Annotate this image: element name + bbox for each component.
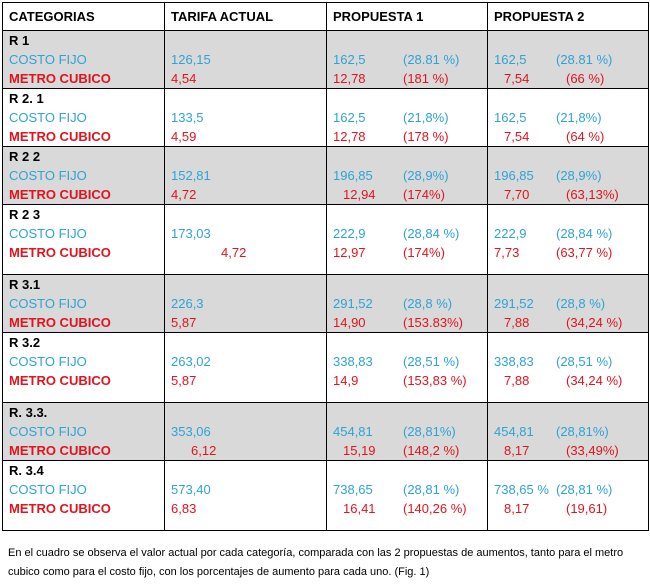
fixed-cost-actual <box>165 166 327 185</box>
fixed-cost-p1-value: 291,52 <box>333 296 373 311</box>
fixed-cost-actual-value: 353,06 <box>171 424 211 439</box>
fixed-cost-label: COSTO FIJO <box>3 166 165 185</box>
fixed-cost-actual <box>165 352 327 371</box>
category-name: R 2 2 <box>3 147 165 167</box>
fixed-cost-p2-percent: (28.81 %) <box>556 52 613 67</box>
fixed-cost-actual-value: 263,02 <box>171 354 211 369</box>
meter-cost-label: METRO CUBICO <box>3 127 165 147</box>
fixed-cost-p1-value: 222,9 <box>333 226 366 241</box>
fixed-cost-p1 <box>327 352 488 371</box>
meter-cost-p2-percent: (19,61) <box>566 501 608 516</box>
empty-cell <box>165 147 327 167</box>
meter-cost-p2-value: 8,17 <box>504 443 530 458</box>
fixed-cost-p2 <box>488 422 649 441</box>
meter-cost-row <box>3 243 649 262</box>
fixed-cost-p2-value: 291,52 <box>494 296 534 311</box>
header-categorias: CATEGORIAS <box>3 3 165 31</box>
meter-cost-actual-value: 5,87 <box>171 315 197 330</box>
header-propuesta-1: PROPUESTA 1 <box>327 3 488 31</box>
meter-cost-actual <box>165 499 327 518</box>
meter-cost-p2 <box>488 127 649 147</box>
fixed-cost-p2-percent: (28,51 %) <box>556 354 613 369</box>
fixed-cost-row <box>3 352 649 371</box>
fixed-cost-p1-value: 738,65 <box>333 482 373 497</box>
fixed-cost-p1 <box>327 294 488 313</box>
empty-cell <box>327 518 488 531</box>
meter-cost-actual-value: 5,87 <box>171 373 197 388</box>
empty-cell <box>3 262 165 275</box>
fixed-cost-actual <box>165 294 327 313</box>
category-name: R 2 3 <box>3 205 165 225</box>
fixed-cost-p2-value: 454,81 <box>494 424 534 439</box>
meter-cost-row <box>3 313 649 333</box>
meter-cost-p1 <box>327 371 488 390</box>
fixed-cost-p1 <box>327 480 488 499</box>
meter-cost-p2 <box>488 499 649 518</box>
fixed-cost-p2-percent: (28,84 %) <box>556 226 613 241</box>
category-row <box>3 147 649 167</box>
category-name: R 3.1 <box>3 275 165 295</box>
meter-cost-label: METRO CUBICO <box>3 499 165 518</box>
meter-cost-p1 <box>327 441 488 461</box>
meter-cost-p1-percent: (140,26 %) <box>403 501 467 516</box>
category-name: R 1 <box>3 31 165 51</box>
meter-cost-p1-percent: (178 %) <box>403 129 449 144</box>
fixed-cost-actual-value: 126,15 <box>171 52 211 67</box>
meter-cost-row <box>3 499 649 518</box>
meter-cost-actual-value: 4,72 <box>221 245 247 260</box>
empty-cell <box>488 390 649 403</box>
fixed-cost-p1-value: 338,83 <box>333 354 373 369</box>
category-row <box>3 31 649 51</box>
meter-cost-p2 <box>488 371 649 390</box>
fixed-cost-actual-value: 133,5 <box>171 110 204 125</box>
empty-cell <box>327 275 488 295</box>
meter-cost-p2-value: 7,88 <box>504 315 530 330</box>
meter-cost-p2-percent: (66 %) <box>566 71 605 86</box>
meter-cost-p2-value: 7,54 <box>504 71 530 86</box>
meter-cost-p1-percent: (153.83%) <box>403 315 463 330</box>
category-name: R. 3.3. <box>3 403 165 423</box>
spacer-row <box>3 262 649 275</box>
fixed-cost-p2-percent: (21,8%) <box>556 110 602 125</box>
figure-caption: En el cuadro se observa el valor actual por cada categoría, comparada con las 2 propuestas de aumentos, tanto para el metro cubico como para el costo fijo, con los porcentajes de aumento para cada uno. (Fig. 1) <box>8 547 624 578</box>
fixed-cost-actual <box>165 422 327 441</box>
empty-cell <box>488 333 649 353</box>
fixed-cost-p1-percent: (21,8%) <box>403 110 449 125</box>
meter-cost-actual <box>165 185 327 205</box>
fixed-cost-p1-percent: (28.81 %) <box>403 52 460 67</box>
fixed-cost-p2-percent: (28,8 %) <box>556 296 606 311</box>
meter-cost-label: METRO CUBICO <box>3 243 165 262</box>
tariff-table <box>2 2 649 531</box>
fixed-cost-p2-percent: (28,81 %) <box>556 482 613 497</box>
meter-cost-p1-percent: (174%) <box>403 187 445 202</box>
meter-cost-p2-percent: (64 %) <box>566 129 605 144</box>
meter-cost-actual-value: 4,72 <box>171 187 197 202</box>
meter-cost-p2 <box>488 69 649 89</box>
empty-cell <box>327 461 488 481</box>
meter-cost-p2-value: 7,54 <box>504 129 530 144</box>
empty-cell <box>3 390 165 403</box>
category-row <box>3 403 649 423</box>
fixed-cost-label: COSTO FIJO <box>3 480 165 499</box>
meter-cost-p2-percent: (63,77 %) <box>556 245 613 260</box>
fixed-cost-p1-percent: (28,8 %) <box>403 296 453 311</box>
meter-cost-p1 <box>327 127 488 147</box>
fixed-cost-p2 <box>488 166 649 185</box>
fixed-cost-p1 <box>327 166 488 185</box>
meter-cost-row <box>3 371 649 390</box>
fixed-cost-p1-percent: (28,81%) <box>403 424 456 439</box>
meter-cost-actual-value: 6,12 <box>191 443 217 458</box>
category-row <box>3 333 649 353</box>
meter-cost-p1 <box>327 69 488 89</box>
fixed-cost-row <box>3 108 649 127</box>
category-name: R 2. 1 <box>3 89 165 109</box>
meter-cost-p2-value: 7,70 <box>504 187 530 202</box>
meter-cost-row <box>3 441 649 461</box>
fixed-cost-p1-value: 162,5 <box>333 110 366 125</box>
fixed-cost-label: COSTO FIJO <box>3 352 165 371</box>
fixed-cost-p2 <box>488 480 649 499</box>
meter-cost-p1-value: 12,94 <box>343 187 376 202</box>
meter-cost-actual <box>165 243 327 262</box>
empty-cell <box>165 89 327 109</box>
fixed-cost-actual <box>165 224 327 243</box>
meter-cost-p1-value: 14,90 <box>333 315 366 330</box>
empty-cell <box>488 89 649 109</box>
fixed-cost-actual-value: 173,03 <box>171 226 211 241</box>
fixed-cost-p2-percent: (28,9%) <box>556 168 602 183</box>
empty-cell <box>327 390 488 403</box>
meter-cost-p2-value: 7,73 <box>494 245 520 260</box>
meter-cost-p2 <box>488 185 649 205</box>
fixed-cost-label: COSTO FIJO <box>3 224 165 243</box>
meter-cost-label: METRO CUBICO <box>3 371 165 390</box>
spacer-row <box>3 390 649 403</box>
meter-cost-p1-value: 16,41 <box>343 501 376 516</box>
empty-cell <box>488 262 649 275</box>
meter-cost-row <box>3 127 649 147</box>
empty-cell <box>488 518 649 531</box>
header-row <box>3 3 649 31</box>
fixed-cost-label: COSTO FIJO <box>3 294 165 313</box>
meter-cost-p2-value: 7,88 <box>504 373 530 388</box>
empty-cell <box>165 403 327 423</box>
header-tarifa-actual: TARIFA ACTUAL <box>165 3 327 31</box>
fixed-cost-actual <box>165 108 327 127</box>
fixed-cost-actual-value: 226,3 <box>171 296 204 311</box>
meter-cost-p2-percent: (63,13%) <box>566 187 619 202</box>
fixed-cost-p2-value: 222,9 <box>494 226 527 241</box>
empty-cell <box>327 333 488 353</box>
fixed-cost-p1-percent: (28,84 %) <box>403 226 460 241</box>
empty-cell <box>165 333 327 353</box>
fixed-cost-actual <box>165 50 327 69</box>
meter-cost-p1 <box>327 243 488 262</box>
empty-cell <box>327 403 488 423</box>
meter-cost-p2 <box>488 441 649 461</box>
empty-cell <box>327 31 488 51</box>
spacer-row <box>3 518 649 531</box>
fixed-cost-p2 <box>488 108 649 127</box>
fixed-cost-p1-percent: (28,9%) <box>403 168 449 183</box>
empty-cell <box>327 89 488 109</box>
fixed-cost-p1 <box>327 422 488 441</box>
meter-cost-label: METRO CUBICO <box>3 441 165 461</box>
table-body <box>3 31 649 531</box>
fixed-cost-p2 <box>488 352 649 371</box>
empty-cell <box>327 147 488 167</box>
category-row <box>3 205 649 225</box>
meter-cost-p2-value: 8,17 <box>504 501 530 516</box>
fixed-cost-p1 <box>327 108 488 127</box>
fixed-cost-p1 <box>327 50 488 69</box>
meter-cost-p1-percent: (153,83 %) <box>403 373 467 388</box>
meter-cost-p2 <box>488 243 649 262</box>
fixed-cost-p1-value: 454,81 <box>333 424 373 439</box>
meter-cost-actual-value: 6,83 <box>171 501 197 516</box>
empty-cell <box>488 461 649 481</box>
fixed-cost-label: COSTO FIJO <box>3 50 165 69</box>
meter-cost-p2-percent: (33,49%) <box>566 443 619 458</box>
meter-cost-actual <box>165 441 327 461</box>
meter-cost-actual <box>165 313 327 333</box>
fixed-cost-p2-percent: (28,81%) <box>556 424 609 439</box>
meter-cost-p1-value: 12,97 <box>333 245 366 260</box>
meter-cost-p1 <box>327 185 488 205</box>
fixed-cost-row <box>3 224 649 243</box>
meter-cost-p1 <box>327 499 488 518</box>
empty-cell <box>165 31 327 51</box>
fixed-cost-p1-value: 162,5 <box>333 52 366 67</box>
meter-cost-p2-percent: (34,24 %) <box>566 373 623 388</box>
category-row <box>3 275 649 295</box>
meter-cost-row <box>3 69 649 89</box>
fixed-cost-p2-value: 196,85 <box>494 168 534 183</box>
meter-cost-p1-percent: (181 %) <box>403 71 449 86</box>
empty-cell <box>165 390 327 403</box>
fixed-cost-actual-value: 152,81 <box>171 168 211 183</box>
meter-cost-p1-percent: (148,2 %) <box>403 443 460 458</box>
meter-cost-label: METRO CUBICO <box>3 69 165 89</box>
fixed-cost-p2 <box>488 294 649 313</box>
meter-cost-actual <box>165 371 327 390</box>
meter-cost-actual-value: 4,54 <box>171 71 197 86</box>
empty-cell <box>165 461 327 481</box>
tariff-table-container <box>2 2 648 531</box>
meter-cost-label: METRO CUBICO <box>3 185 165 205</box>
empty-cell <box>488 205 649 225</box>
meter-cost-p2-percent: (34,24 %) <box>566 315 623 330</box>
fixed-cost-p2 <box>488 224 649 243</box>
fixed-cost-row <box>3 480 649 499</box>
meter-cost-p1-value: 15,19 <box>343 443 376 458</box>
meter-cost-actual <box>165 69 327 89</box>
empty-cell <box>488 403 649 423</box>
empty-cell <box>3 518 165 531</box>
meter-cost-p1-value: 14,9 <box>333 373 359 388</box>
fixed-cost-p1-percent: (28,51 %) <box>403 354 460 369</box>
category-row <box>3 461 649 481</box>
category-row <box>3 89 649 109</box>
empty-cell <box>327 262 488 275</box>
fixed-cost-row <box>3 294 649 313</box>
empty-cell <box>165 205 327 225</box>
category-name: R 3.2 <box>3 333 165 353</box>
meter-cost-actual-value: 4,59 <box>171 129 197 144</box>
meter-cost-label: METRO CUBICO <box>3 313 165 333</box>
fixed-cost-label: COSTO FIJO <box>3 108 165 127</box>
header-propuesta-2: PROPUESTA 2 <box>488 3 649 31</box>
fixed-cost-p1 <box>327 224 488 243</box>
fixed-cost-actual <box>165 480 327 499</box>
meter-cost-actual <box>165 127 327 147</box>
fixed-cost-row <box>3 166 649 185</box>
category-name: R. 3.4 <box>3 461 165 481</box>
meter-cost-p1 <box>327 313 488 333</box>
meter-cost-p1-value: 12,78 <box>333 71 366 86</box>
fixed-cost-row <box>3 422 649 441</box>
empty-cell <box>488 275 649 295</box>
meter-cost-p1-percent: (174%) <box>403 245 445 260</box>
empty-cell <box>165 262 327 275</box>
fixed-cost-p2 <box>488 50 649 69</box>
empty-cell <box>165 275 327 295</box>
empty-cell <box>488 147 649 167</box>
fixed-cost-p2-value: 738,65 % <box>494 482 549 497</box>
meter-cost-row <box>3 185 649 205</box>
fixed-cost-p1-percent: (28,81 %) <box>403 482 460 497</box>
empty-cell <box>327 205 488 225</box>
fixed-cost-row <box>3 50 649 69</box>
fixed-cost-p2-value: 338,83 <box>494 354 534 369</box>
fixed-cost-p2-value: 162,5 <box>494 110 527 125</box>
empty-cell <box>165 518 327 531</box>
meter-cost-p1-value: 12,78 <box>333 129 366 144</box>
fixed-cost-actual-value: 573,40 <box>171 482 211 497</box>
fixed-cost-p1-value: 196,85 <box>333 168 373 183</box>
meter-cost-p2 <box>488 313 649 333</box>
fixed-cost-label: COSTO FIJO <box>3 422 165 441</box>
empty-cell <box>488 31 649 51</box>
fixed-cost-p2-value: 162,5 <box>494 52 527 67</box>
